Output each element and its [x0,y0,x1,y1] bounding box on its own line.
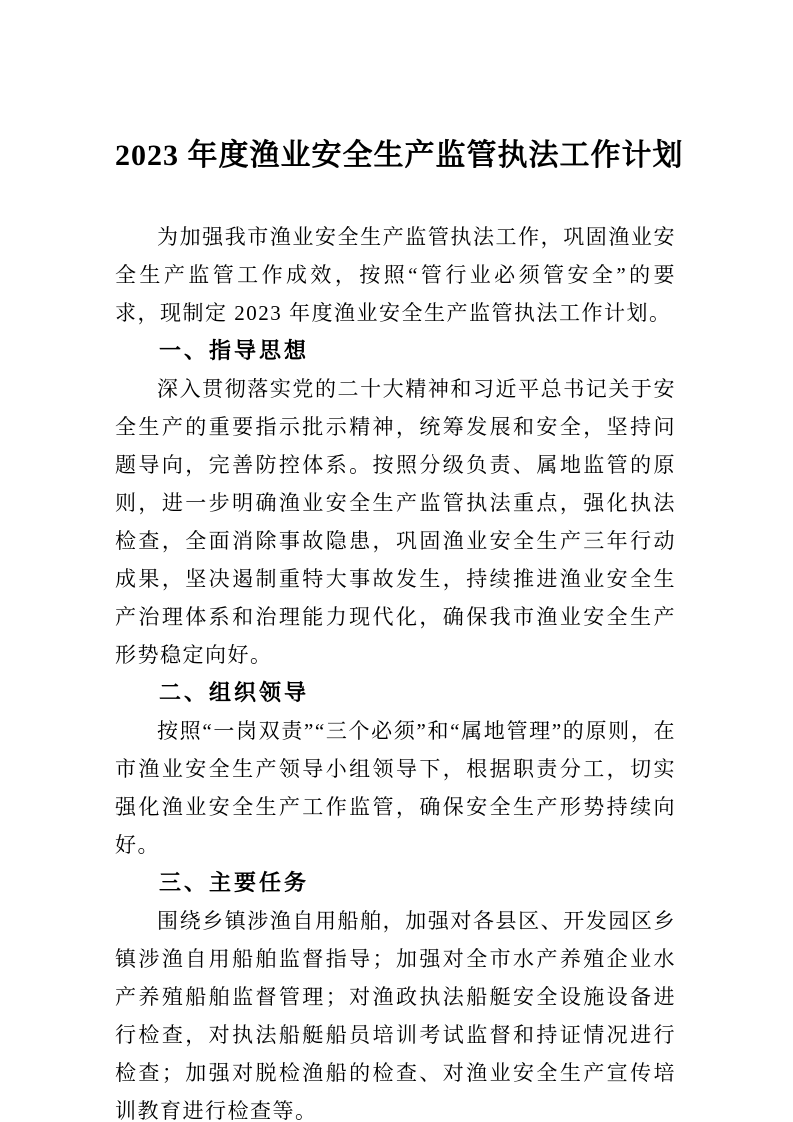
intro-paragraph: 为加强我市渔业安全生产监管执法工作，巩固渔业安全生产监管工作成效，按照“管行业必须管安全”的要求，现制定 2023 年度渔业安全生产监管执法工作计划。 [115,225,676,325]
section-heading-main-tasks: 三、主要任务 [159,870,310,895]
section-heading-organizational-leadership: 二、组织领导 [159,680,310,705]
section-paragraph-guiding-ideology: 深入贯彻落实党的二十大精神和习近平总书记关于安全生产的重要指示批示精神，统筹发展和安全，坚持问题导向，完善防控体系。按照分级负责、属地监管的原则，进一步明确渔业安全生产监管执法重点，强化执法检查，全面消除事故隐患，巩固渔业安全生产三年行动成果，坚决遏制重特大事故发生，持续推进渔业安全生产治理体系和治理能力现代化，确保我市渔业安全生产形势稳定向好。 [115,377,676,667]
section-paragraph-organizational-leadership: 按照“一岗双责”“三个必须”和“属地管理”的原则，在市渔业安全生产领导小组领导下，根据职责分工，切实强化渔业安全生产工作监管，确保安全生产形势持续向好。 [115,719,676,857]
section-heading-guiding-ideology: 一、指导思想 [159,338,310,363]
document-title: 2023 年度渔业安全生产监管执法工作计划 [115,139,684,172]
document-content [115,132,684,1122]
section-paragraph-main-tasks: 围绕乡镇涉渔自用船舶，加强对各县区、开发园区乡镇涉渔自用船舶监督指导；加强对全市水产养殖企业水产养殖船舶监督管理；对渔政执法船艇安全设施设备进行检查，对执法船艇船员培训考试监督和持证情况进行检查；加强对脱检渔船的检查、对渔业安全生产宣传培训教育进行检查等。 [115,909,676,1122]
